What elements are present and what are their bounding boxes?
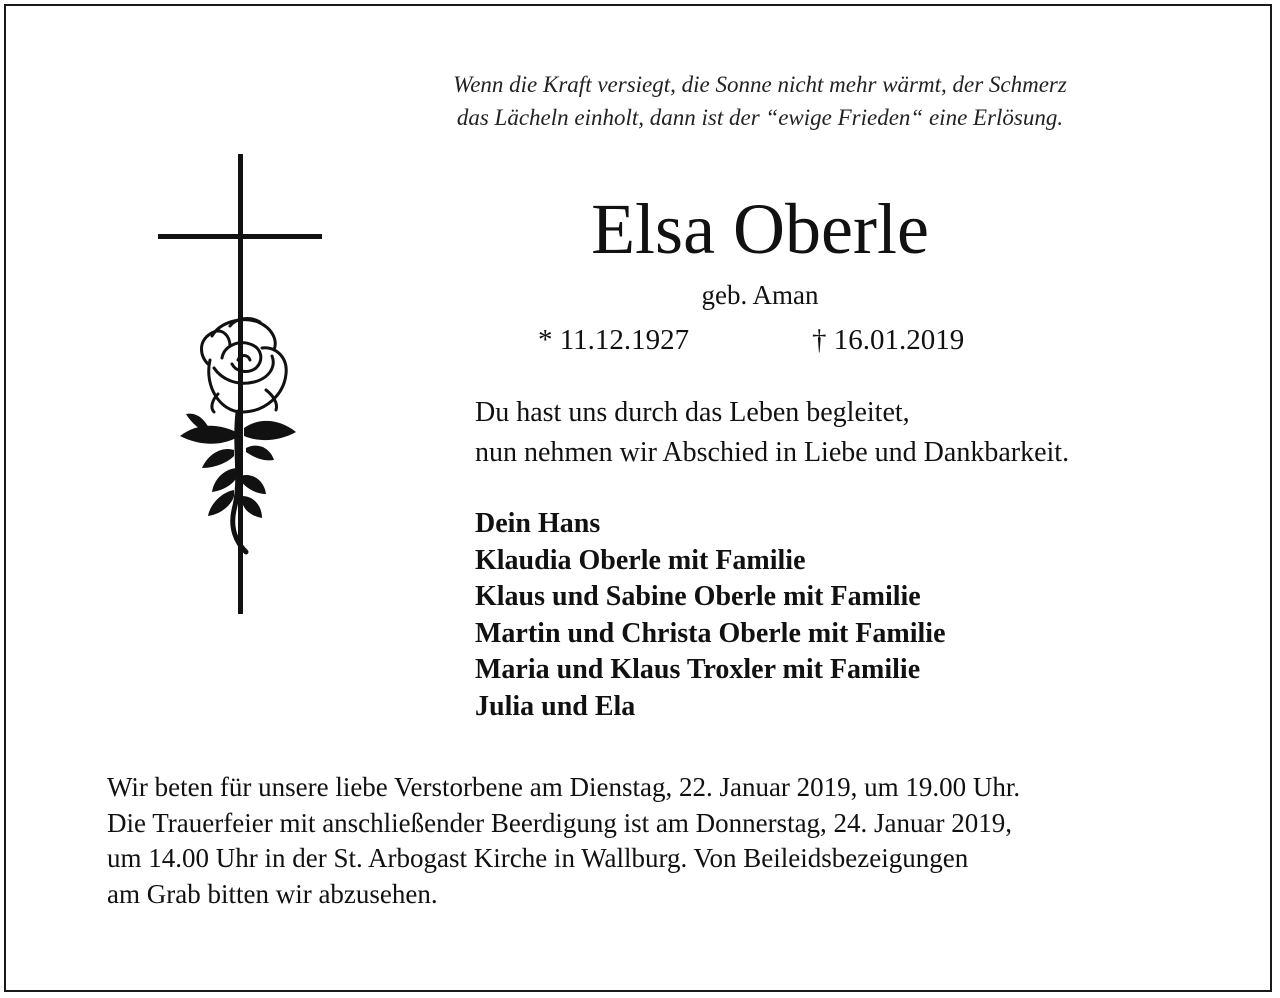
notice-line: am Grab bitten wir abzusehen.	[107, 878, 438, 909]
maiden-name: geb. Aman	[701, 280, 819, 310]
deceased-name: Elsa Oberle	[591, 189, 929, 269]
notice-line: Die Trauerfeier mit anschließender Beerdigung ist am Donnerstag, 24. Januar 2019,	[107, 807, 1013, 838]
verse-line: Du hast uns durch das Leben begleitet,	[475, 397, 910, 428]
mourner-entry: Klaus und Sabine Oberle mit Familie	[475, 581, 921, 612]
birth-date: * 11.12.1927	[538, 324, 690, 356]
mourners-list	[475, 506, 946, 725]
notice-line: um 14.00 Uhr in der St. Arbogast Kirche in Wallburg. Von Beileidsbezeigungen	[107, 843, 969, 873]
motto-line: Wenn die Kraft versiegt, die Sonne nicht mehr wärmt, der Schmerz	[453, 72, 1067, 97]
cross-with-rose-icon	[150, 150, 330, 620]
motto-quote	[300, 68, 1220, 134]
mourner-entry: Julia und Ela	[475, 690, 636, 722]
death-date: † 16.01.2019	[812, 324, 965, 356]
mourner-entry: Dein Hans	[475, 508, 601, 539]
service-notice	[107, 770, 1020, 912]
mourner-entry: Martin und Christa Oberle mit Familie	[475, 617, 946, 649]
verse-line: nun nehmen wir Abschied in Liebe und Dankbarkeit.	[475, 437, 1070, 468]
mourner-entry: Maria und Klaus Troxler mit Familie	[475, 654, 921, 685]
notice-line: Wir beten für unsere liebe Verstorbene am Dienstag, 22. Januar 2019, um 19.00 Uhr.	[107, 772, 1021, 802]
farewell-verse	[475, 393, 1069, 473]
motto-line: das Lächeln einholt, dann ist der “ewige Frieden“ eine Erlösung.	[456, 105, 1064, 130]
mourner-entry: Klaudia Oberle mit Familie	[475, 544, 806, 576]
